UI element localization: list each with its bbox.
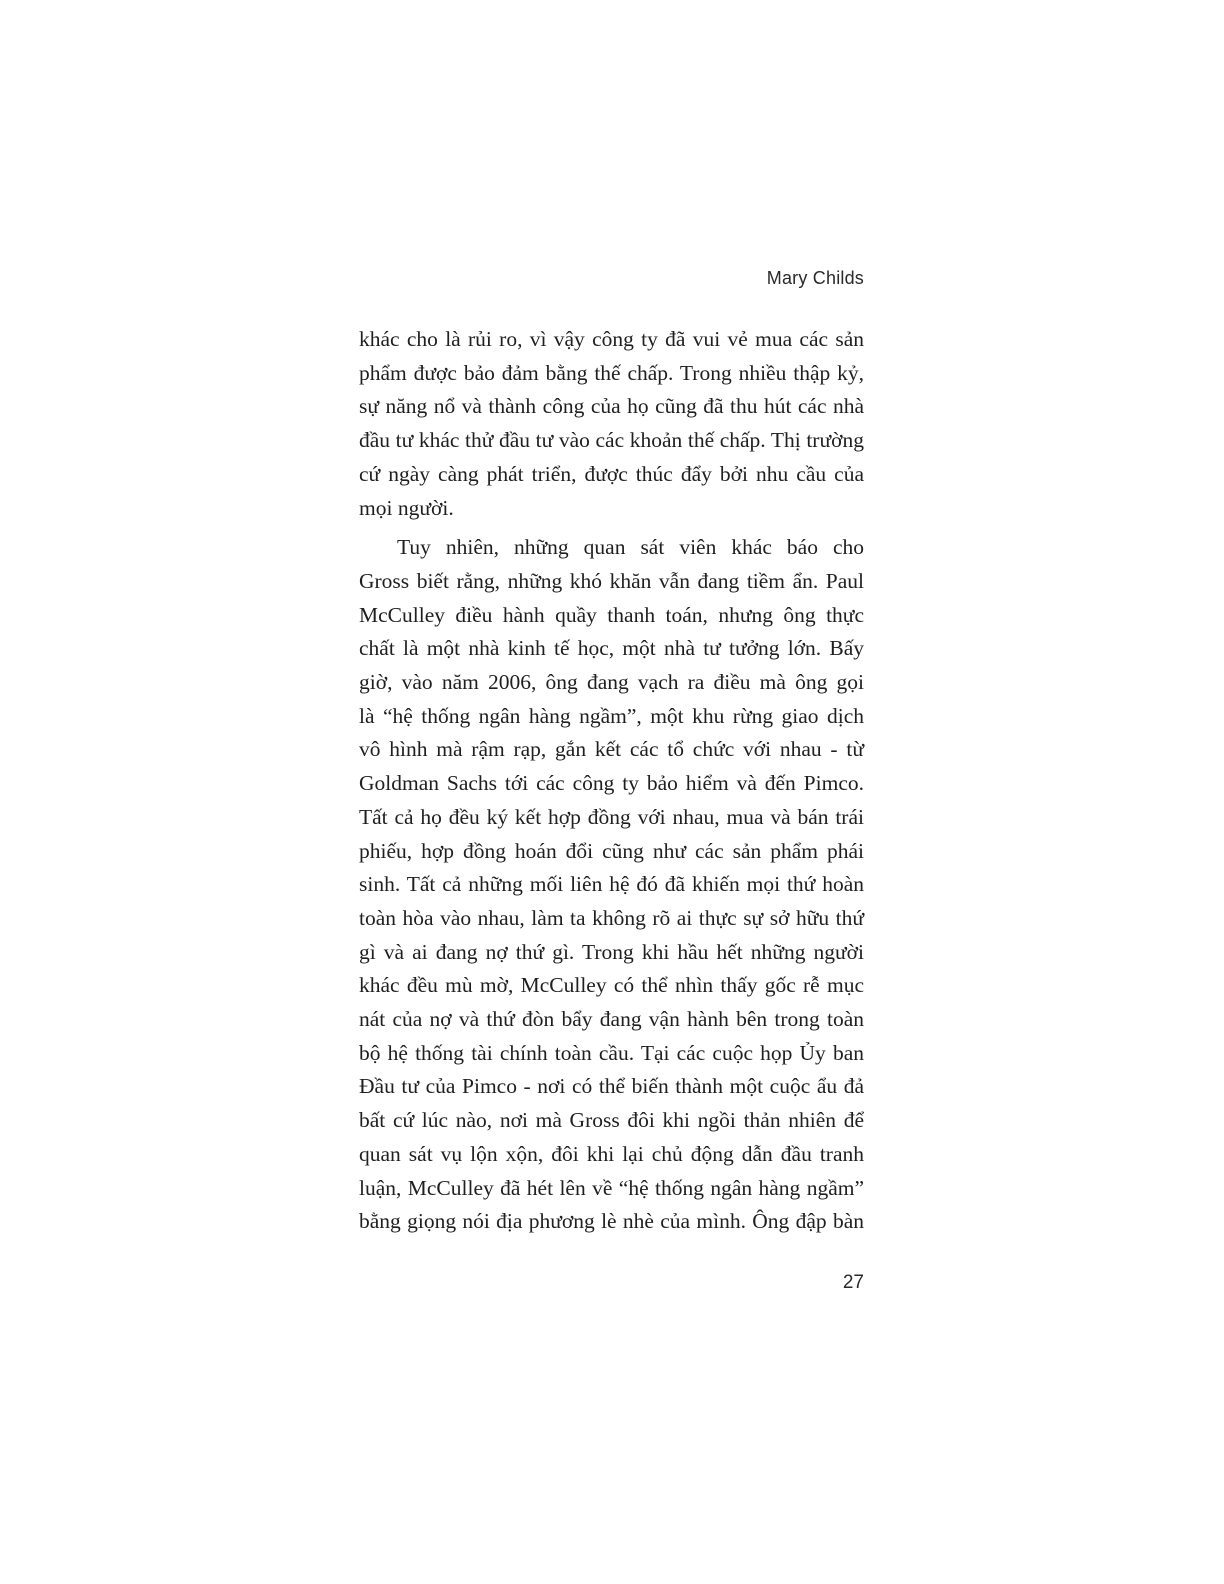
text-line: nát của nợ và thứ đòn bẩy đang vận hành bên trong toàn bbox=[359, 1007, 864, 1032]
text-line: cứ ngày càng phát triển, được thúc đẩy bởi nhu cầu của bbox=[359, 461, 864, 486]
text-line: đầu tư khác thử đầu tư vào các khoản thế chấp. Thị trường bbox=[359, 428, 864, 453]
text-line: khác cho là rủi ro, vì vậy công ty đã vui vẻ mua các sản bbox=[359, 327, 864, 351]
text-line: Gross biết rằng, những khó khăn vẫn đang tiềm ẩn. Paul bbox=[359, 568, 864, 593]
text-line: sự năng nổ và thành công của họ cũng đã thu hút các nhà bbox=[359, 394, 864, 419]
text-line: phiếu, hợp đồng hoán đổi cũng như các sản phẩm phái bbox=[359, 838, 864, 863]
text-line: Tuy nhiên, những quan sát viên khác báo cho bbox=[397, 535, 864, 560]
text-line: khác đều mù mờ, McCulley có thể nhìn thấy gốc rễ mục bbox=[359, 973, 864, 998]
text-line: bằng giọng nói địa phương lè nhè của mình. Ông đập bàn bbox=[359, 1209, 864, 1234]
text-line: sinh. Tất cả những mối liên hệ đó đã khiến mọi thứ hoàn bbox=[359, 872, 864, 897]
text-line: McCulley điều hành quầy thanh toán, nhưng ông thực bbox=[359, 602, 864, 627]
text-line: giờ, vào năm 2006, ông đang vạch ra điều mà ông gọi bbox=[359, 670, 864, 695]
text-line: Đầu tư của Pimco - nơi có thể biến thành một cuộc ẩu đả bbox=[359, 1074, 864, 1099]
text-line: Tất cả họ đều ký kết hợp đồng với nhau, mua và bán trái bbox=[359, 804, 864, 829]
text-line: luận, McCulley đã hét lên về “hệ thống ngân hàng ngầm” bbox=[359, 1175, 864, 1200]
paragraph-1 bbox=[359, 323, 864, 525]
body-text bbox=[359, 323, 864, 1239]
paragraph-2 bbox=[359, 531, 864, 1239]
text-line: bộ hệ thống tài chính toàn cầu. Tại các cuộc họp Ủy ban bbox=[359, 1040, 864, 1065]
text-line: gì và ai đang nợ thứ gì. Trong khi hầu hết những người bbox=[359, 939, 864, 964]
running-head-author: Mary Childs bbox=[766, 268, 864, 288]
text-line: quan sát vụ lộn xộn, đôi khi lại chủ động dẫn đầu tranh bbox=[359, 1141, 864, 1166]
text-line: chất là một nhà kinh tế học, một nhà tư tưởng lớn. Bấy bbox=[359, 636, 864, 661]
text-line: phẩm được bảo đảm bằng thế chấp. Trong nhiều thập kỷ, bbox=[359, 360, 864, 385]
text-line: bất cứ lúc nào, nơi mà Gross đôi khi ngồi thản nhiên để bbox=[359, 1108, 864, 1133]
page-number: 27 bbox=[842, 1272, 864, 1293]
text-line: vô hình mà rậm rạp, gắn kết các tổ chức với nhau - từ bbox=[359, 737, 864, 762]
text-line: là “hệ thống ngân hàng ngầm”, một khu rừng giao dịch bbox=[359, 703, 864, 728]
text-line: Goldman Sachs tới các công ty bảo hiểm và đến Pimco. bbox=[359, 771, 864, 796]
text-line: mọi người. bbox=[359, 495, 454, 520]
text-line: toàn hòa vào nhau, làm ta không rõ ai thực sự sở hữu thứ bbox=[359, 905, 864, 930]
